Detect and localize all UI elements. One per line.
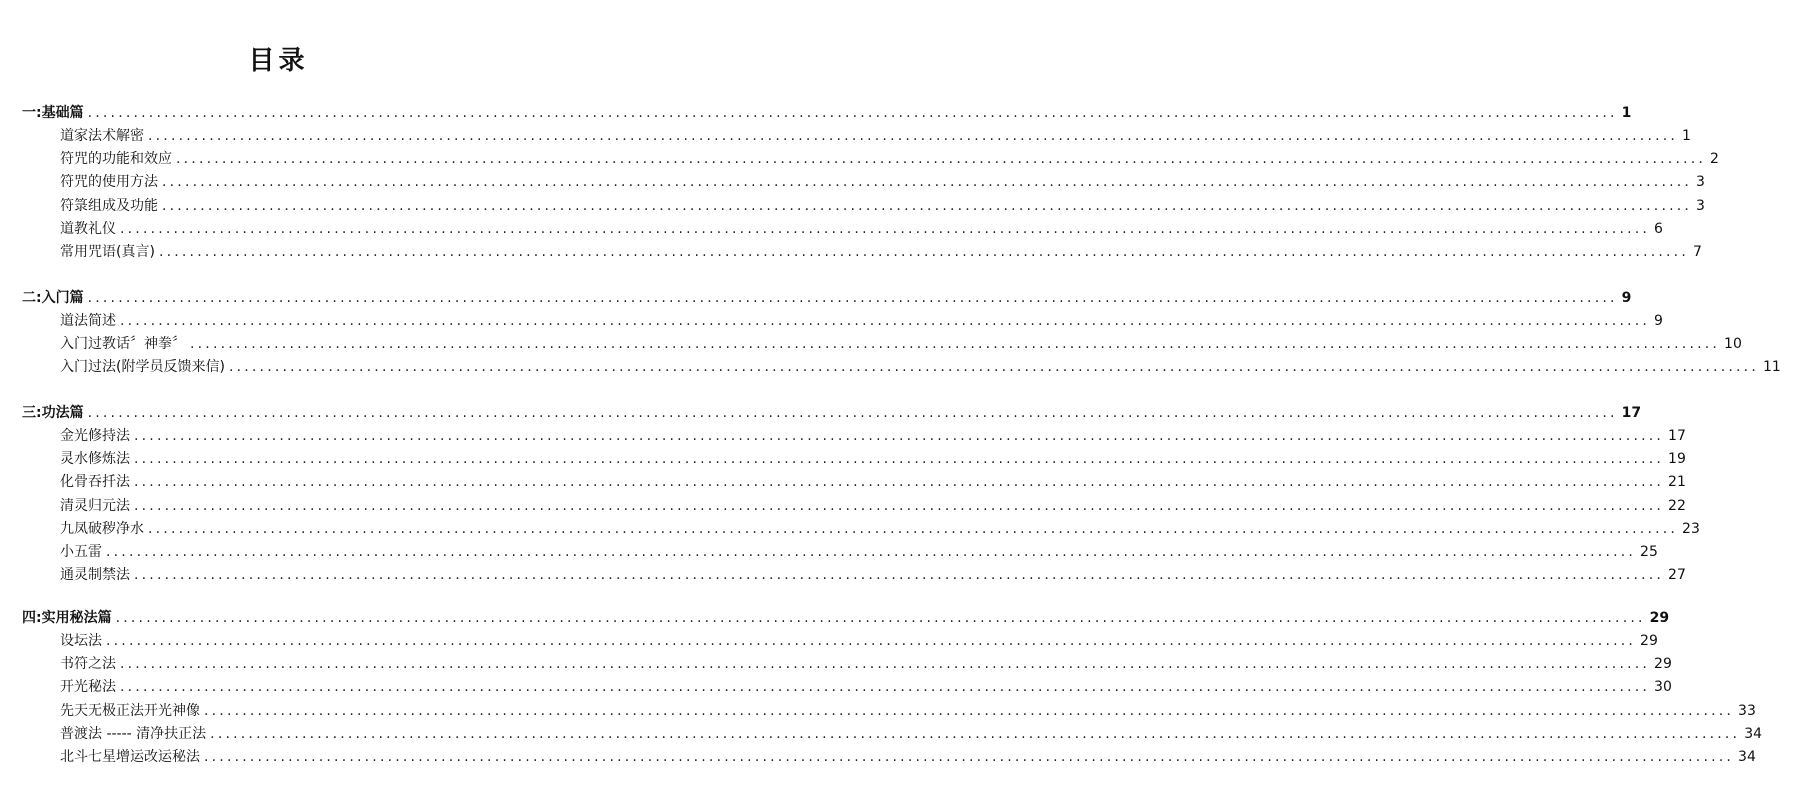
toc-entry [0, 446, 1686, 468]
entry-label: 通灵制禁法 [60, 567, 130, 584]
toc-section-heading [0, 400, 1642, 422]
page-number: 29 [1649, 610, 1670, 626]
dot-leader: ........................................................................................................................................................................................................ [210, 725, 1741, 742]
dot-leader: ........................................................................................................................................................................................................ [204, 702, 1735, 719]
page-title: 目录 [248, 46, 309, 76]
dot-leader: ........................................................................................................................................................................................................ [134, 497, 1665, 514]
dot-leader: ........................................................................................................................................................................................................ [120, 679, 1651, 696]
page-number: 11 [1762, 359, 1781, 376]
entry-label: 九凤破秽净水 [60, 520, 144, 537]
entry-label: 入门过法(附学员反馈来信) [60, 359, 225, 376]
dot-leader: ........................................................................................................................................................................................................ [106, 544, 1637, 560]
toc-entry [0, 539, 1658, 561]
toc-entry [0, 239, 1702, 261]
entry-label: 常用咒语(真言) [60, 244, 155, 260]
page-number: 19 [1668, 451, 1686, 468]
page-number: 33 [1738, 702, 1756, 719]
page-number: 3 [1696, 174, 1705, 191]
entry-label: 道教礼仪 [60, 220, 116, 237]
section-label: 一:基础篇 [22, 105, 84, 121]
page-number: 6 [1654, 220, 1663, 237]
page-number: 7 [1692, 244, 1702, 260]
dot-leader: ........................................................................................................................................................................................................ [176, 151, 1707, 168]
toc-entry [0, 169, 1705, 191]
toc-entry [0, 744, 1756, 766]
toc-entry [0, 469, 1686, 491]
toc-entry [0, 146, 1719, 168]
dot-leader: ........................................................................................................................................................................................................ [134, 567, 1665, 584]
page-number: 1 [1621, 105, 1632, 121]
page-number: 34 [1744, 725, 1763, 742]
entry-label: 金光修持法 [60, 428, 130, 444]
entry-label: 符咒的功能和效应 [60, 151, 172, 168]
entry-label: 设坛法 [60, 633, 102, 649]
toc-entry [0, 516, 1700, 538]
page-number: 22 [1668, 497, 1686, 514]
dot-leader: ........................................................................................................................................................................................................ [120, 313, 1651, 329]
page-number: 29 [1640, 633, 1658, 649]
entry-label: 符咒的使用方法 [60, 174, 158, 191]
page-number: 3 [1696, 197, 1705, 214]
dot-leader: ........................................................................................................................................................................................................ [162, 174, 1693, 191]
page-number: 21 [1668, 474, 1686, 491]
page-number: 9 [1621, 290, 1632, 306]
toc-entry [0, 331, 1742, 353]
entry-label: 开光秘法 [60, 679, 116, 696]
page-number: 1 [1682, 128, 1691, 144]
toc-entry [0, 216, 1663, 238]
page-number: 17 [1621, 405, 1642, 421]
toc-entry [0, 308, 1663, 330]
dot-leader: ........................................................................................................................................................................................................ [120, 656, 1651, 673]
dot-leader: ........................................................................................................................................................................................................ [190, 336, 1721, 353]
toc-entry [0, 628, 1658, 650]
page-number: 23 [1682, 520, 1700, 537]
dot-leader: ........................................................................................................................................................................................................ [148, 520, 1679, 537]
toc-entry [0, 423, 1686, 445]
toc-entry [0, 562, 1686, 584]
dot-leader: ........................................................................................................................................................................................................ [134, 428, 1665, 444]
toc-section-heading [0, 605, 1670, 627]
page-number: 2 [1710, 151, 1719, 168]
entry-label: 书符之法 [60, 656, 116, 673]
entry-label: 普渡法 ----- 清净扶正法 [60, 725, 207, 742]
dot-leader: ........................................................................................................................................................................................................ [87, 290, 1618, 306]
entry-label: 小五雷 [60, 544, 102, 560]
dot-leader: ........................................................................................................................................................................................................ [134, 474, 1665, 491]
toc-entry [0, 493, 1686, 515]
dot-leader: ........................................................................................................................................................................................................ [87, 405, 1618, 421]
entry-label: 入门过教话〞神拳〞 [60, 336, 186, 353]
page-number: 25 [1640, 544, 1658, 560]
section-label: 四:实用秘法篇 [22, 610, 112, 626]
dot-leader: ........................................................................................................................................................................................................ [228, 359, 1759, 376]
dot-leader: ........................................................................................................................................................................................................ [162, 197, 1693, 214]
entry-label: 灵水修炼法 [60, 451, 130, 468]
toc-entry [0, 123, 1691, 145]
dot-leader: ........................................................................................................................................................................................................ [148, 128, 1679, 144]
dot-leader: ........................................................................................................................................................................................................ [204, 749, 1735, 765]
page-number: 10 [1724, 336, 1742, 353]
section-label: 二:入门篇 [22, 290, 84, 306]
entry-label: 符箓组成及功能 [60, 197, 158, 214]
dot-leader: ........................................................................................................................................................................................................ [134, 451, 1665, 468]
page-number: 9 [1654, 313, 1663, 329]
entry-label: 道法简述 [60, 313, 116, 329]
page-number: 27 [1668, 567, 1686, 584]
toc-section-heading [0, 100, 1632, 122]
entry-label: 清灵归元法 [60, 497, 130, 514]
entry-label: 化骨吞扦法 [60, 474, 130, 491]
section-label: 三:功法篇 [22, 405, 84, 421]
dot-leader: ........................................................................................................................................................................................................ [158, 244, 1689, 260]
page-number: 17 [1668, 428, 1686, 444]
dot-leader: ........................................................................................................................................................................................................ [115, 610, 1646, 626]
entry-label: 先天无极正法开光神像 [60, 702, 200, 719]
toc-entry [0, 674, 1672, 696]
page-number: 29 [1654, 656, 1672, 673]
toc-entry [0, 354, 1781, 376]
toc-entry [0, 193, 1705, 215]
toc-entry [0, 721, 1763, 743]
entry-label: 道家法术解密 [60, 128, 144, 144]
toc-section-heading [0, 285, 1632, 307]
toc-entry [0, 651, 1672, 673]
dot-leader: ........................................................................................................................................................................................................ [120, 220, 1651, 237]
dot-leader: ........................................................................................................................................................................................................ [87, 105, 1618, 121]
toc-entry [0, 698, 1756, 720]
entry-label: 北斗七星增运改运秘法 [60, 749, 200, 765]
dot-leader: ........................................................................................................................................................................................................ [106, 633, 1637, 649]
page-number: 30 [1654, 679, 1672, 696]
page-number: 34 [1738, 749, 1756, 765]
